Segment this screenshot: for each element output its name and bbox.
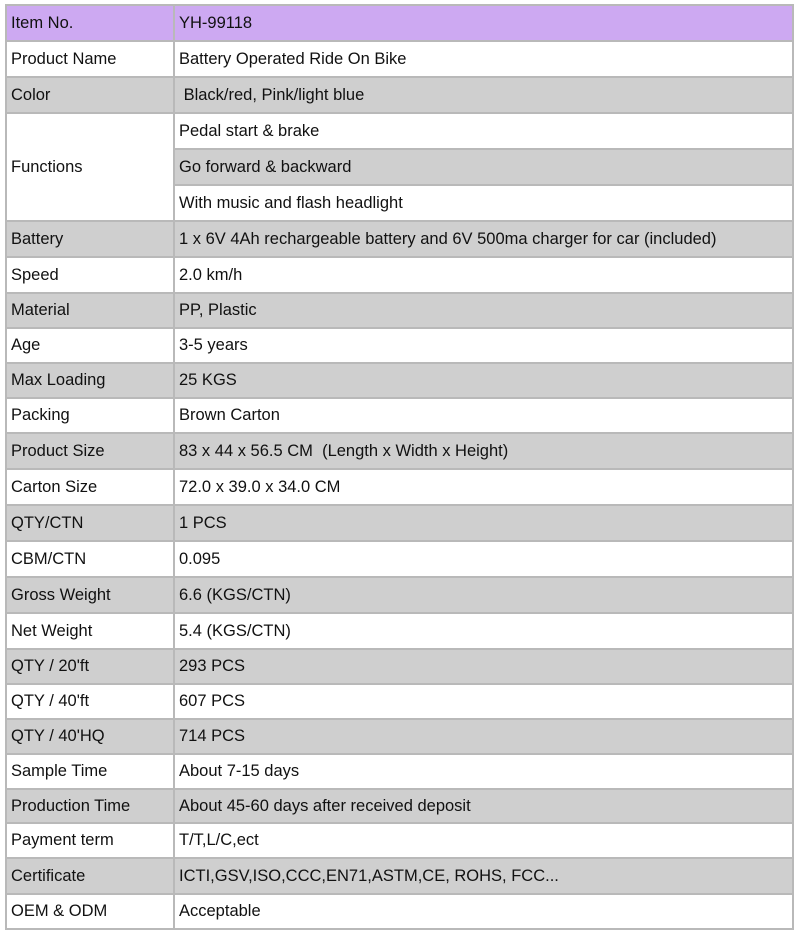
row-label: OEM & ODM xyxy=(6,894,174,929)
table-row xyxy=(6,858,793,894)
row-value: Acceptable xyxy=(174,894,793,929)
row-value: 714 PCS xyxy=(174,719,793,754)
row-label: QTY / 40'HQ xyxy=(6,719,174,754)
row-value: 83 x 44 x 56.5 CM (Length x Width x Height) xyxy=(174,433,793,469)
row-value: 1 PCS xyxy=(174,505,793,541)
row-label: Net Weight xyxy=(6,613,174,649)
functions-label: Functions xyxy=(6,113,174,221)
row-value: Black/red, Pink/light blue xyxy=(174,77,793,113)
row-value: YH-99118 xyxy=(174,5,793,41)
spec-table xyxy=(5,4,794,930)
row-label: QTY / 40'ft xyxy=(6,684,174,719)
table-row xyxy=(6,649,793,684)
row-label: Color xyxy=(6,77,174,113)
spec-rows xyxy=(6,221,793,929)
row-value: Brown Carton xyxy=(174,398,793,433)
row-value: 6.6 (KGS/CTN) xyxy=(174,577,793,613)
row-label: Battery xyxy=(6,221,174,257)
row-label: QTY / 20'ft xyxy=(6,649,174,684)
row-value: 1 x 6V 4Ah rechargeable battery and 6V 500ma charger for car (included) xyxy=(174,221,793,257)
table-row-color xyxy=(6,77,793,113)
row-value: Battery Operated Ride On Bike xyxy=(174,41,793,77)
table-row xyxy=(6,433,793,469)
table-row xyxy=(6,257,793,293)
row-label: QTY/CTN xyxy=(6,505,174,541)
row-value: About 45-60 days after received deposit xyxy=(174,789,793,823)
table-row xyxy=(6,328,793,363)
spec-sheet xyxy=(5,4,794,930)
row-label: Certificate xyxy=(6,858,174,894)
table-row xyxy=(6,684,793,719)
row-label: Item No. xyxy=(6,5,174,41)
table-row xyxy=(6,505,793,541)
table-row-functions-1 xyxy=(6,113,793,149)
row-label: Age xyxy=(6,328,174,363)
row-label: Material xyxy=(6,293,174,328)
table-row xyxy=(6,293,793,328)
row-label: Product Size xyxy=(6,433,174,469)
table-row-item-no xyxy=(6,5,793,41)
table-row xyxy=(6,823,793,858)
table-row-product-name xyxy=(6,41,793,77)
row-value: 293 PCS xyxy=(174,649,793,684)
row-value: PP, Plastic xyxy=(174,293,793,328)
row-label: CBM/CTN xyxy=(6,541,174,577)
row-value: 5.4 (KGS/CTN) xyxy=(174,613,793,649)
row-label: Sample Time xyxy=(6,754,174,789)
row-value: ICTI,GSV,ISO,CCC,EN71,ASTM,CE, ROHS, FCC... xyxy=(174,858,793,894)
table-row xyxy=(6,541,793,577)
table-row xyxy=(6,363,793,398)
table-row xyxy=(6,469,793,505)
function-item: With music and flash headlight xyxy=(174,185,793,221)
row-value: About 7-15 days xyxy=(174,754,793,789)
table-row xyxy=(6,719,793,754)
table-row xyxy=(6,221,793,257)
row-value: 2.0 km/h xyxy=(174,257,793,293)
row-value: T/T,L/C,ect xyxy=(174,823,793,858)
table-row xyxy=(6,577,793,613)
table-row xyxy=(6,789,793,823)
row-label: Packing xyxy=(6,398,174,433)
row-label: Payment term xyxy=(6,823,174,858)
row-value: 3-5 years xyxy=(174,328,793,363)
table-row xyxy=(6,894,793,929)
function-item: Go forward & backward xyxy=(174,149,793,185)
row-label: Production Time xyxy=(6,789,174,823)
row-value: 0.095 xyxy=(174,541,793,577)
table-row xyxy=(6,754,793,789)
table-row xyxy=(6,613,793,649)
row-value: 25 KGS xyxy=(174,363,793,398)
row-label: Carton Size xyxy=(6,469,174,505)
row-label: Max Loading xyxy=(6,363,174,398)
table-row xyxy=(6,398,793,433)
row-label: Gross Weight xyxy=(6,577,174,613)
row-label: Speed xyxy=(6,257,174,293)
row-label: Product Name xyxy=(6,41,174,77)
row-value: 607 PCS xyxy=(174,684,793,719)
row-value: 72.0 x 39.0 x 34.0 CM xyxy=(174,469,793,505)
function-item: Pedal start & brake xyxy=(174,113,793,149)
